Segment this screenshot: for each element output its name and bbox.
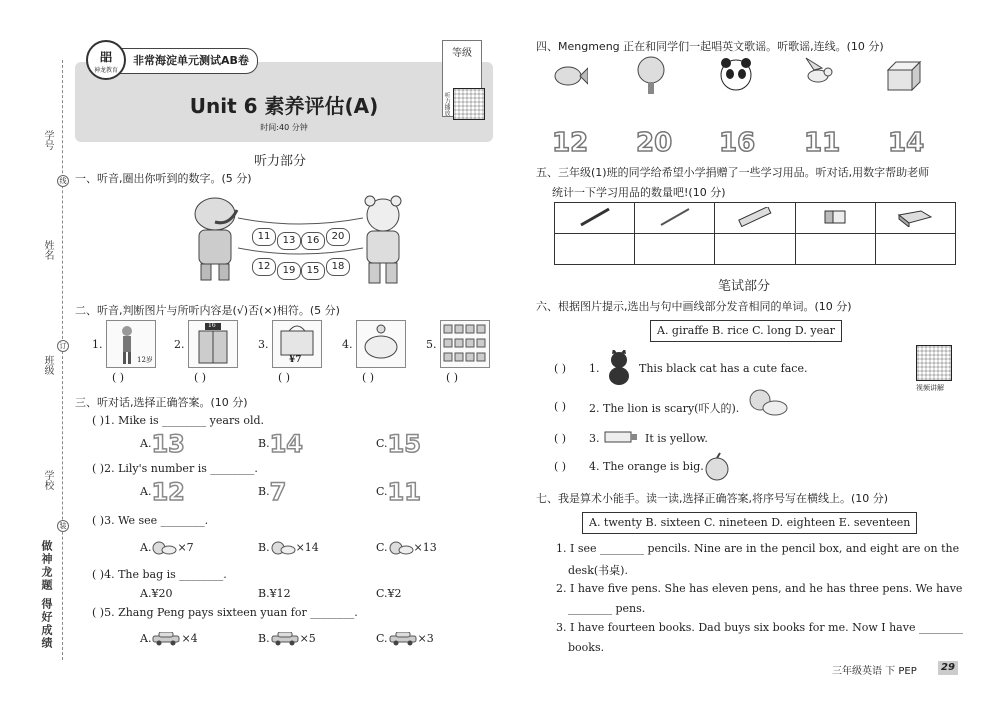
supplies-table: [554, 202, 956, 265]
binding-hole: 订: [57, 340, 69, 352]
supply-cell: [715, 203, 795, 234]
q3-option: B. ×5: [258, 632, 316, 645]
supply-cell: [555, 203, 635, 234]
q6-item-number: 1.: [589, 362, 600, 375]
q3-prompt: ( )1. Mike is ________ years old.: [92, 414, 265, 427]
bird-icon: [800, 56, 838, 97]
q4-number[interactable]: 14: [888, 128, 925, 158]
q3-option: C. ×3: [376, 632, 434, 645]
lantern-number[interactable]: 20: [326, 228, 350, 246]
q4-number[interactable]: 11: [804, 128, 841, 158]
car-icon: [151, 632, 181, 646]
cut-line: [62, 60, 63, 660]
q2-item-number: 1.: [92, 338, 103, 351]
lion-icon: [151, 540, 177, 556]
q3-option-value[interactable]: 15: [387, 430, 421, 458]
q3-option-value[interactable]: ×7: [177, 541, 194, 554]
binding-label-class: 班级: [42, 355, 53, 375]
q2-caption: 16: [208, 322, 216, 329]
q2-picture-cakes: [440, 320, 490, 368]
q3-option: B.7: [258, 478, 287, 506]
answer-paren[interactable]: ( ): [194, 371, 207, 384]
lantern-number[interactable]: 19: [277, 262, 301, 280]
q3-option: A. ×4: [140, 632, 198, 645]
qr-label: 听力播放: [443, 92, 450, 116]
lantern-number[interactable]: 11: [252, 228, 276, 246]
q7-line: 3. I have fourteen books. Dad buys six books for me. Now I have ________: [556, 621, 963, 634]
binding-hole: 装: [57, 520, 69, 532]
q6-sentence: 2. The lion is scary(吓人的).: [589, 402, 740, 415]
q6-sentence: It is yellow.: [645, 432, 708, 445]
answer-cell[interactable]: [795, 234, 875, 265]
q2-item-number: 4.: [342, 338, 353, 351]
car-icon: [388, 632, 418, 646]
q3-option: C. ×13: [376, 541, 437, 554]
q7-line: 2. I have five pens. She has eleven pens, and he has three pens. We have: [556, 582, 963, 595]
q3-option: A.12: [140, 478, 185, 506]
answer-paren[interactable]: ( ): [112, 371, 125, 384]
footer-subject: 三年级英语 下 PEP: [832, 666, 917, 677]
binding-hole: 线: [57, 175, 69, 187]
q3-option-value[interactable]: 13: [151, 430, 185, 458]
q3-option-value[interactable]: 7: [269, 478, 287, 506]
q2-picture-elevator: [188, 320, 238, 368]
lantern-number[interactable]: 13: [277, 232, 301, 250]
answer-paren[interactable]: ( ): [278, 371, 291, 384]
answer-paren[interactable]: ( ): [554, 460, 567, 473]
q3-prompt: ( )3. We see ________.: [92, 514, 209, 527]
q3-option-value[interactable]: ¥12: [269, 587, 291, 600]
answer-paren[interactable]: ( ): [362, 371, 375, 384]
q3-option: B.¥12: [258, 587, 291, 600]
answer-cell[interactable]: [555, 234, 635, 265]
q2-item-number: 5.: [426, 338, 437, 351]
box-icon: [886, 60, 922, 95]
q7-line: ________ pens.: [568, 602, 646, 615]
binding-slogan: 做神龙题 得好成绩: [40, 540, 53, 650]
q7-title: 七、我是算术小能手。读一读,选择正确答案,将序号写在横线上。(10 分): [536, 492, 889, 505]
q5-title-line1: 五、三年级(1)班的同学给希望小学捐赠了一些学习用品。听对话,用数字帮助老师: [536, 166, 930, 179]
binding-label-name: 姓名: [42, 240, 53, 260]
q2-item-number: 3.: [258, 338, 269, 351]
q3-option-value[interactable]: ×13: [413, 541, 437, 554]
paint-tube-icon: [603, 428, 639, 449]
q3-option-value[interactable]: ¥2: [387, 587, 402, 600]
q3-option: B. ×14: [258, 541, 319, 554]
q7-line: desk(书桌).: [568, 564, 628, 577]
header-banner: [75, 62, 493, 142]
q6-title: 六、根据图片提示,选出与句中画线部分发音相同的单词。(10 分): [536, 300, 852, 313]
book-icon: [895, 207, 935, 227]
q2-caption: ¥7: [289, 355, 302, 365]
binding-label-student-id: 学号: [42, 130, 53, 150]
bear-icon: [355, 195, 410, 287]
supply-cell: [795, 203, 875, 234]
q3-option: A.13: [140, 430, 185, 458]
q2-picture-pig: [356, 320, 406, 368]
q3-prompt: ( )4. The bag is ________.: [92, 568, 227, 581]
brand-name: 非常海淀单元测试AB卷: [90, 48, 258, 74]
q2-item-number: 2.: [174, 338, 185, 351]
q4-number[interactable]: 12: [552, 128, 589, 158]
page-title: Unit 6 素养评估(A): [189, 94, 379, 118]
q3-option-value[interactable]: 11: [387, 478, 421, 506]
pencil-icon: [655, 207, 695, 227]
page-number: 29: [938, 661, 958, 675]
binding-label-school: 学校: [42, 470, 53, 490]
pen-icon: [575, 207, 615, 227]
answer-paren[interactable]: ( ): [554, 400, 567, 413]
qr-code-icon[interactable]: [916, 345, 952, 381]
lion-icon: [388, 540, 414, 556]
answer-paren[interactable]: ( ): [554, 362, 567, 375]
q3-title: 三、听对话,选择正确答案。(10 分): [75, 396, 248, 409]
q7-line: 1. I see ________ pencils. Nine are in the pencil box, and eight are on the: [556, 542, 960, 555]
q7-choices-box: A. twenty B. sixteen C. nineteen D. eighteen E. seventeen: [582, 512, 917, 534]
lantern-number[interactable]: 15: [301, 262, 325, 280]
q3-option-value[interactable]: ×4: [181, 632, 198, 645]
q6-item-number: 3.: [589, 432, 600, 445]
q3-option-value[interactable]: 12: [151, 478, 185, 506]
qr-code-icon[interactable]: [453, 88, 485, 120]
q2-picture-boy: [106, 320, 156, 368]
listening-part-title: 听力部分: [254, 154, 307, 169]
q4-title: 四、Mengmeng 正在和同学们一起唱英文歌谣。听歌谣,连线。(10 分): [536, 40, 884, 53]
q3-prompt: ( )2. Lily's number is ________.: [92, 462, 258, 475]
q2-picture-bag: [272, 320, 322, 368]
q1-title: 一、听音,圈出你听到的数字。(5 分): [75, 172, 252, 185]
writing-part-title: 笔试部分: [718, 279, 771, 294]
q7-line: books.: [568, 641, 605, 654]
lion-icon: [270, 540, 296, 556]
grade-label: 等级: [452, 48, 472, 59]
q3-option-value[interactable]: ×5: [299, 632, 316, 645]
q6-sentence: 4. The orange is big.: [589, 460, 704, 473]
orange-icon: [702, 452, 732, 485]
answer-cell[interactable]: [875, 234, 955, 265]
lantern-number[interactable]: 12: [252, 258, 276, 276]
q2-title: 二、听音,判断图片与所听内容是(√)否(×)相符。(5 分): [75, 304, 340, 317]
q3-option-value[interactable]: 14: [269, 430, 303, 458]
car-icon: [270, 632, 300, 646]
eraser-icon: [815, 207, 855, 227]
q4-number[interactable]: 16: [719, 128, 756, 158]
qr-video-label: 视频讲解: [916, 384, 944, 392]
time-limit: 时间:40 分钟: [260, 123, 308, 132]
supply-cell: [875, 203, 955, 234]
q3-prompt: ( )5. Zhang Peng pays sixteen yuan for ________.: [92, 606, 358, 619]
q3-option: A.¥20: [140, 587, 173, 600]
q3-option-value[interactable]: ¥20: [151, 587, 173, 600]
cat-icon: [604, 350, 634, 389]
q3-option: C.15: [376, 430, 421, 458]
q4-number[interactable]: 20: [636, 128, 673, 158]
q3-option-value[interactable]: ×14: [295, 541, 319, 554]
lion-icon: [748, 386, 788, 425]
supply-cell: [635, 203, 715, 234]
q3-option: C.11: [376, 478, 421, 506]
answer-paren[interactable]: ( ): [554, 432, 567, 445]
q3-option: A. ×7: [140, 541, 194, 554]
elephant-icon: [185, 192, 245, 284]
q3-option: B.14: [258, 430, 303, 458]
q5-title-line2: 统计一下学习用品的数量吧!(10 分): [552, 186, 726, 199]
lantern-number[interactable]: 16: [301, 232, 325, 250]
q6-sentence: This black cat has a cute face.: [639, 362, 808, 375]
answer-paren[interactable]: ( ): [446, 371, 459, 384]
q3-option-value[interactable]: ×3: [417, 632, 434, 645]
lantern-number[interactable]: 18: [326, 258, 350, 276]
panda-icon: [717, 56, 755, 97]
answer-cell[interactable]: [715, 234, 795, 265]
q2-caption: 12岁: [137, 356, 153, 364]
brand-logo-icon: 㗊 神龙教育: [86, 40, 126, 80]
fish-icon: [552, 60, 588, 95]
q3-option: C.¥2: [376, 587, 402, 600]
brand-logo-text: 神龙教育: [93, 67, 118, 74]
tree-icon: [634, 56, 668, 97]
ruler-icon: [735, 207, 775, 227]
q6-choices-box: A. giraffe B. rice C. long D. year: [650, 320, 842, 342]
answer-cell[interactable]: [635, 234, 715, 265]
